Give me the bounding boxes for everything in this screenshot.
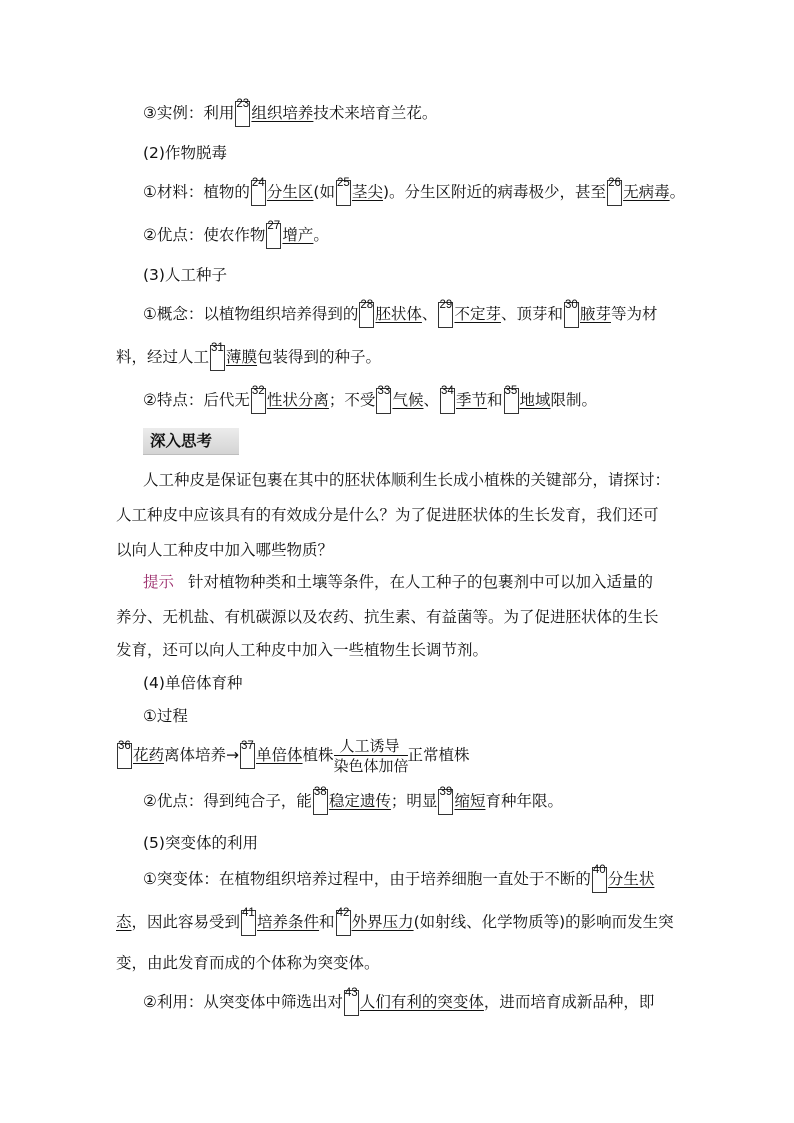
answer: 单倍体 xyxy=(256,746,303,764)
answer: 薄膜 xyxy=(226,348,258,366)
blank-box: 38 xyxy=(313,789,328,815)
advantage-line xyxy=(0,222,794,249)
answer: 性状分离 xyxy=(266,391,329,409)
answer: 组织培养 xyxy=(251,104,314,122)
answer: 茎尖 xyxy=(351,183,383,201)
text: (如射线、化学物质等)的影响而发生突 xyxy=(413,913,674,931)
material-line xyxy=(0,179,794,206)
answer: 培养条件 xyxy=(257,913,320,931)
text: )。分生区附近的病毒极少，甚至 xyxy=(383,183,607,201)
text: ①突变体：在植物组织培养过程中，由于培养细胞一直处于不断的 xyxy=(143,870,591,888)
text: ②优点：使农作物 xyxy=(143,226,266,244)
blank-box: 42 xyxy=(336,910,351,936)
answer: 腋芽 xyxy=(579,305,611,323)
blank-box: 23 xyxy=(235,101,250,127)
text: 、顶芽和 xyxy=(500,305,563,323)
arrow-with-labels xyxy=(333,737,409,775)
answer: 稳定遗传 xyxy=(328,792,391,810)
text: ①概念：以植物组织培养得到的 xyxy=(143,305,359,323)
text: 、 xyxy=(421,305,438,323)
answer: 分生状 xyxy=(607,870,655,888)
text: 和 xyxy=(319,913,335,931)
answer: 地域 xyxy=(519,391,551,409)
question-line: 人工种皮中应该具有的有效成分是什么？为了促进胚状体的生长发育，我们还可 xyxy=(116,506,659,524)
subheading xyxy=(0,262,794,288)
answer: 无病毒 xyxy=(623,183,670,201)
blank-box: 32 xyxy=(251,388,266,414)
usage-line xyxy=(0,989,794,1016)
text: 针对植物种类和土壤等条件，在人工种子的包裹剂中可以加入适量的 xyxy=(188,573,654,591)
text: 料，经过人工 xyxy=(116,348,210,366)
subheading xyxy=(0,830,794,856)
blank-box: 36 xyxy=(117,743,132,769)
text: 变，由此发育而成的个体称为突变体。 xyxy=(116,954,380,972)
answer: 外界压力 xyxy=(351,913,414,931)
answer: 不定芽 xyxy=(454,305,501,323)
text: 离体培养→ xyxy=(164,746,240,764)
text: 、 xyxy=(423,391,439,409)
text: 。 xyxy=(669,183,686,201)
answer: 季节 xyxy=(455,391,487,409)
text: 包装得到的种子。 xyxy=(257,348,382,366)
blank-box: 27 xyxy=(266,223,281,249)
blank-box: 34 xyxy=(440,388,455,414)
answer: 态 xyxy=(116,913,132,931)
hint-label: 提示 xyxy=(143,573,175,591)
text: ①过程 xyxy=(143,707,188,725)
text: 育种年限。 xyxy=(485,792,563,810)
process-flow xyxy=(0,737,794,775)
process-label xyxy=(0,703,794,729)
answer: 胚状体 xyxy=(375,305,422,323)
section-title: 深入思考 xyxy=(150,432,213,450)
text: (5)突变体的利用 xyxy=(143,834,258,852)
blank-box: 37 xyxy=(240,743,255,769)
answer: 气候 xyxy=(392,391,424,409)
text: 限制。 xyxy=(550,391,598,409)
text: (2)作物脱毒 xyxy=(143,144,227,162)
text: (4)单倍体育种 xyxy=(143,674,243,692)
blank-box: 35 xyxy=(504,388,519,414)
arrow-bottom-label: 染色体加倍 xyxy=(333,757,409,775)
text: ；不受 xyxy=(328,391,376,409)
text: (如 xyxy=(313,183,335,201)
text: ②优点：得到纯合子，能 xyxy=(143,792,312,810)
text: (3)人工种子 xyxy=(143,266,227,284)
answer: 分生区 xyxy=(266,183,314,201)
answer: 增产 xyxy=(282,226,314,244)
blank-box: 29 xyxy=(438,302,453,328)
blank-box: 31 xyxy=(210,345,225,371)
answer: 缩短 xyxy=(454,792,486,810)
text: ；明显 xyxy=(390,792,438,810)
text: 等为材 xyxy=(610,305,658,323)
concept-line-cont xyxy=(0,344,794,371)
advantage-line xyxy=(0,788,794,815)
mutant-line-cont xyxy=(0,909,794,936)
subheading xyxy=(0,140,794,166)
text: ，进而培育成新品种，即 xyxy=(483,993,655,1011)
text: ②特点：后代无 xyxy=(143,391,250,409)
section-header xyxy=(143,428,239,455)
text: ①材料：植物的 xyxy=(143,183,250,201)
concept-line xyxy=(0,301,794,328)
blank-box: 39 xyxy=(438,789,453,815)
blank-box: 41 xyxy=(241,910,256,936)
question-line: 以向人工种皮中加入哪些物质？ xyxy=(116,541,334,559)
example-line xyxy=(0,100,794,127)
text: 和 xyxy=(486,391,503,409)
hint-line: 养分、无机盐、有机碳源以及农药、抗生素、有益菌等。为了促进胚状体的生长 xyxy=(116,608,659,626)
text: 。 xyxy=(313,226,329,244)
text: 植株 xyxy=(302,746,334,764)
blank-box: 43 xyxy=(344,990,359,1016)
answer: 花药 xyxy=(133,746,165,764)
text: 技术来培育兰花。 xyxy=(313,104,438,122)
mutant-line xyxy=(0,866,794,893)
feature-line xyxy=(0,387,794,414)
text: 正常植株 xyxy=(407,746,470,764)
blank-box: 26 xyxy=(607,180,622,206)
blank-box: 28 xyxy=(359,302,374,328)
blank-box: 24 xyxy=(251,180,266,206)
blank-box: 33 xyxy=(376,388,391,414)
arrow-top-label: 人工诱导 xyxy=(339,737,400,755)
hint-line xyxy=(0,569,794,595)
blank-box: 40 xyxy=(592,867,607,893)
text: ③实例：利用 xyxy=(143,104,235,122)
hint-line: 发育，还可以向人工种皮中加入一些植物生长调节剂。 xyxy=(116,641,489,659)
question-line: 人工种皮是保证包裹在其中的胚状体顺利生长成小植株的关键部分，请探讨： xyxy=(143,471,671,489)
mutant-line-cont xyxy=(0,950,794,976)
answer: 人们有利的突变体 xyxy=(359,993,484,1011)
blank-box: 25 xyxy=(336,180,351,206)
blank-box: 30 xyxy=(564,302,579,328)
text: ，因此容易受到 xyxy=(131,913,241,931)
subheading xyxy=(0,670,794,696)
text: ②利用：从突变体中筛选出对 xyxy=(143,993,343,1011)
